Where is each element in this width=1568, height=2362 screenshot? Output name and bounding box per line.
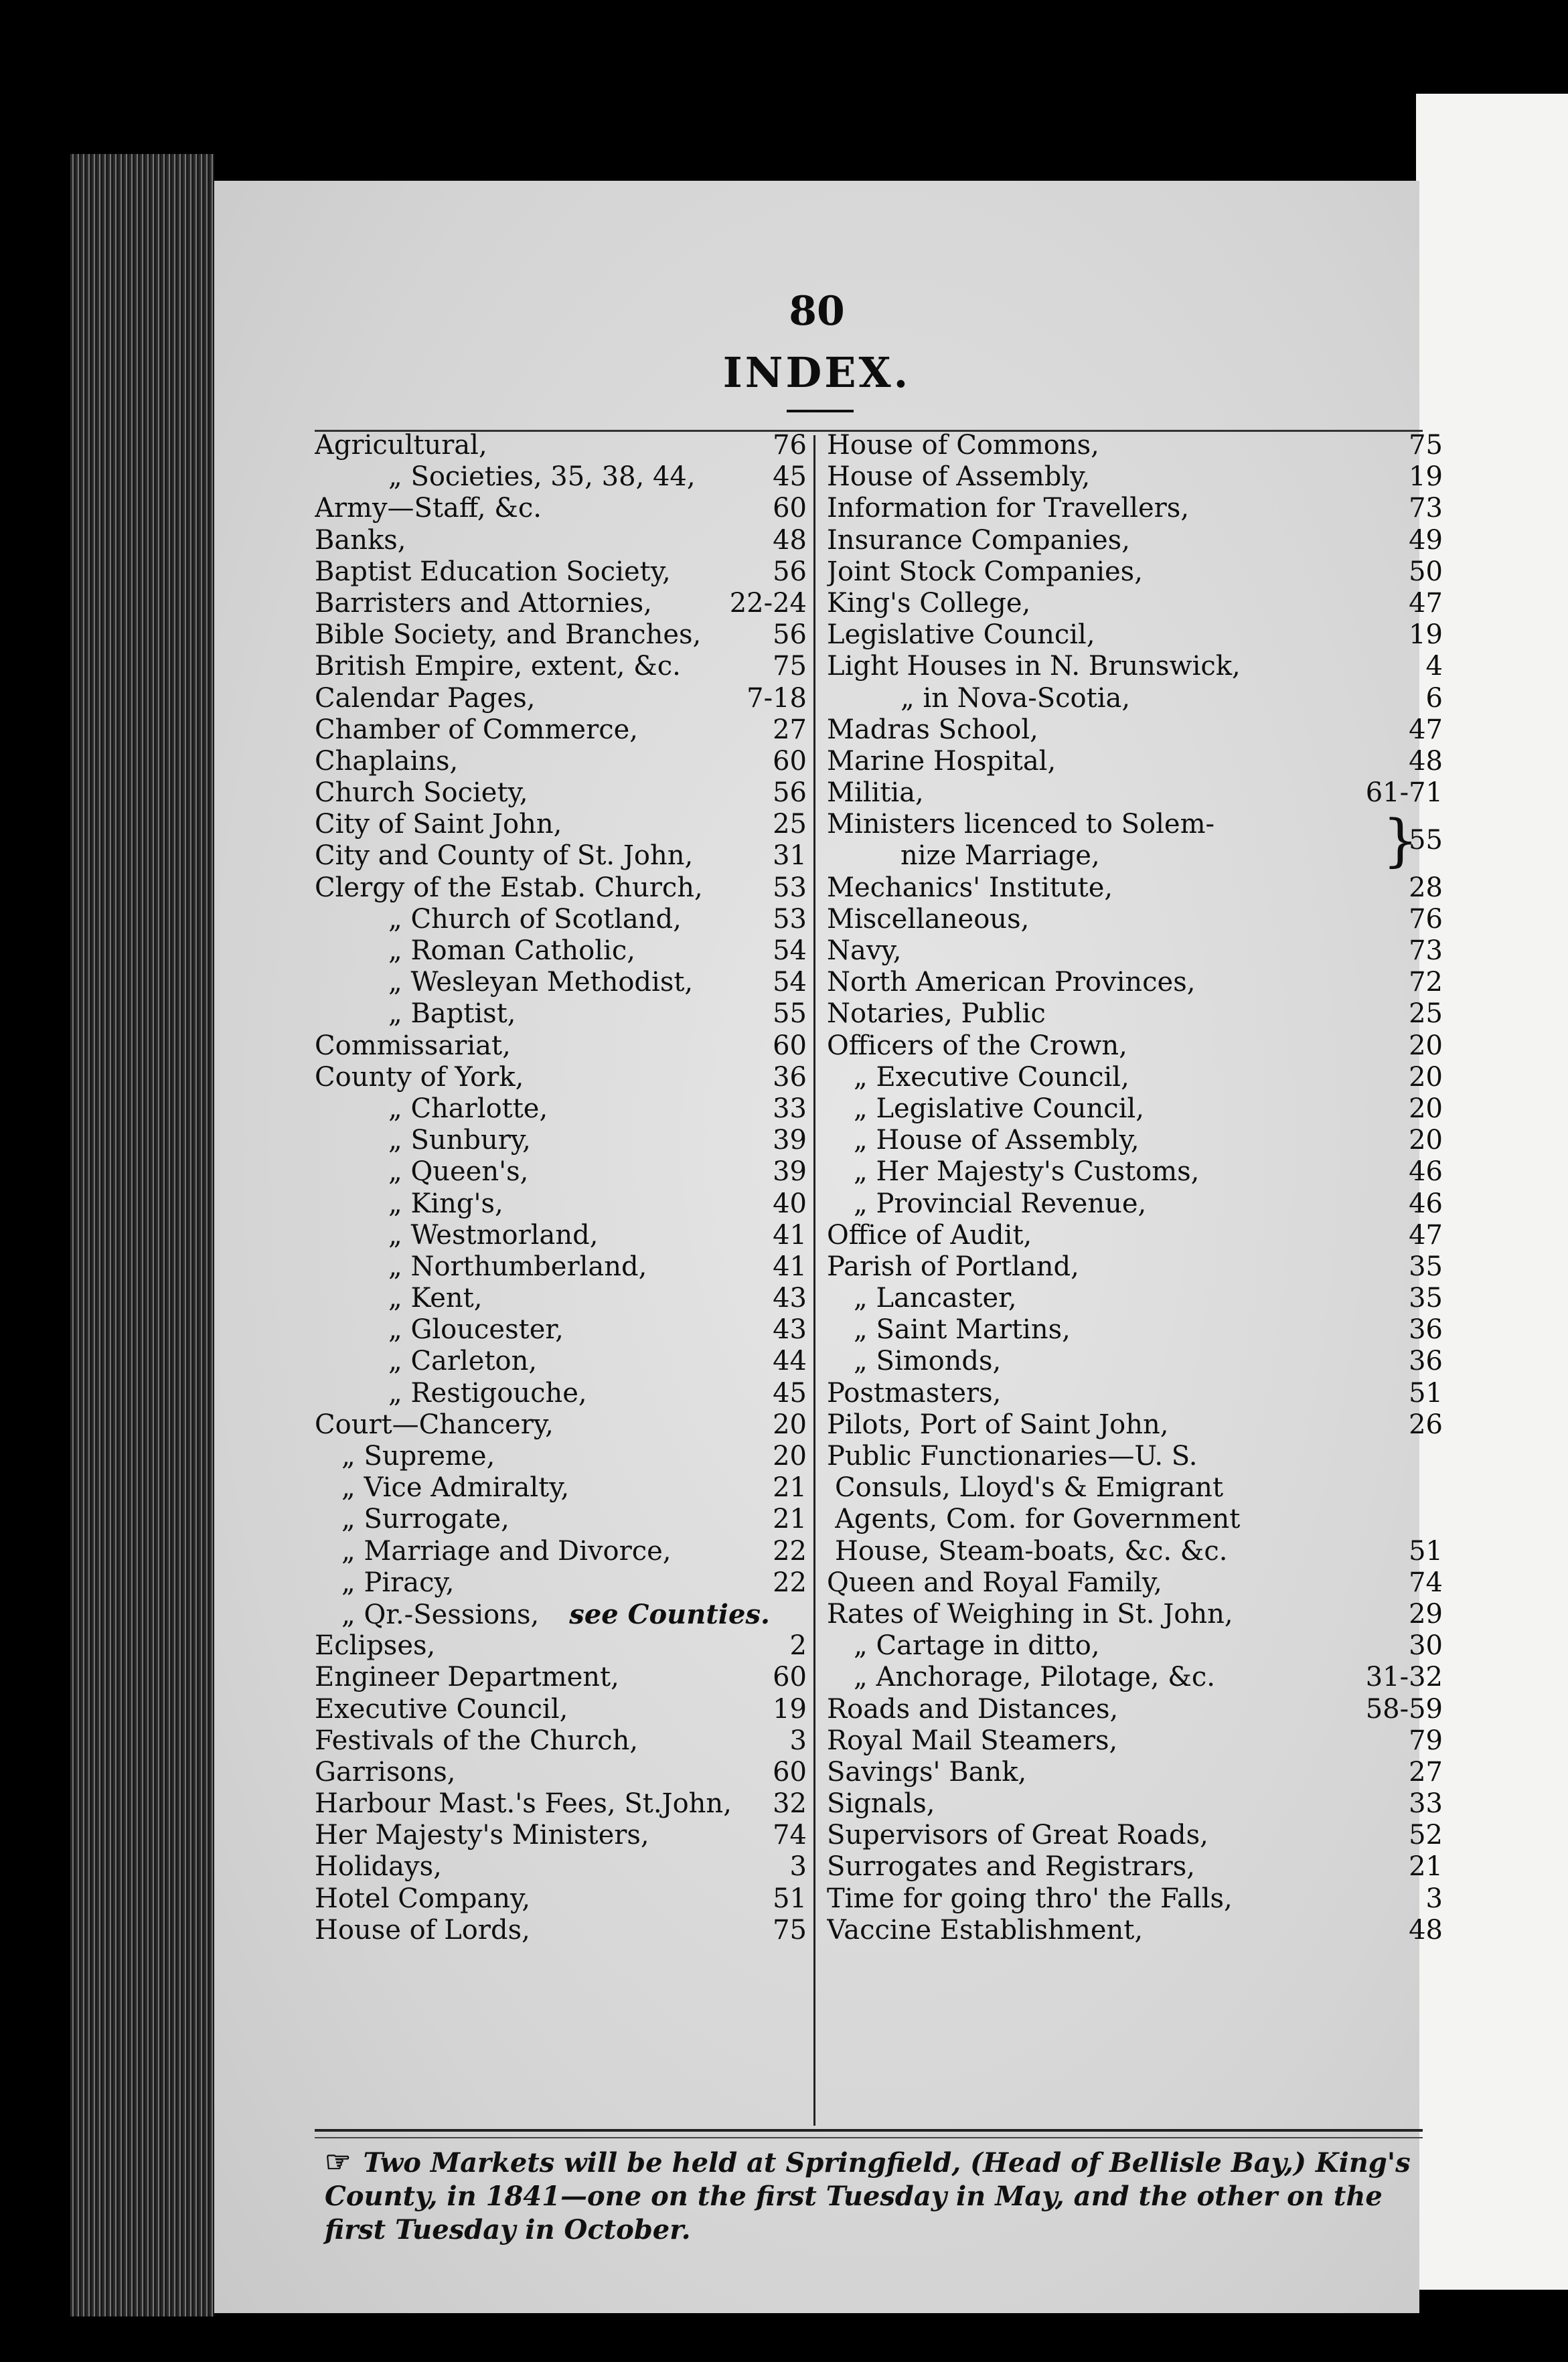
index-entry-label: Chamber of Commerce,	[315, 714, 638, 745]
index-entry-page: 19	[1409, 461, 1443, 493]
index-entry-page: 40	[773, 1188, 807, 1219]
index-entry-label: Consuls, Lloyd's & Emigrant	[835, 1472, 1224, 1504]
index-entry-label: Roads and Distances,	[827, 1693, 1119, 1725]
index-entry-label: „ Northumberland,	[388, 1251, 647, 1282]
index-entry-page: 28	[1409, 872, 1443, 903]
index-entry-label: Agents, Com. for Government	[835, 1504, 1241, 1535]
index-entry	[827, 1346, 1443, 1377]
index-entry-page: 39	[773, 1156, 807, 1188]
index-entry-label: „ Executive Council,	[854, 1061, 1129, 1093]
brace-glyph: }	[1383, 807, 1419, 874]
index-entry	[827, 714, 1443, 746]
index-entry	[315, 1504, 807, 1535]
index-entry	[315, 1441, 807, 1472]
index-entry-label: „ Piracy,	[341, 1567, 455, 1598]
index-entry-page: 41	[773, 1251, 807, 1282]
index-entry	[315, 935, 807, 967]
index-entry	[315, 525, 807, 556]
index-entry-page: 3	[789, 1851, 807, 1883]
index-entry	[315, 904, 807, 935]
index-entry-label: „ Lancaster,	[854, 1283, 1017, 1314]
index-entry-ministers	[827, 809, 1443, 872]
index-entry-page: 20	[773, 1409, 807, 1440]
index-entry-page: 54	[773, 967, 807, 998]
index-entry	[827, 525, 1443, 556]
index-entry	[827, 1504, 1443, 1535]
index-entry-page: 53	[773, 872, 807, 903]
index-entry	[315, 746, 807, 777]
index-entry	[315, 1851, 807, 1883]
index-entry-page: 60	[773, 745, 807, 777]
index-entry-label: Legislative Council,	[827, 619, 1095, 651]
index-entry-label: Signals,	[827, 1788, 935, 1820]
index-entry-label: Royal Mail Steamers,	[827, 1725, 1118, 1756]
index-entry-label: House of Commons,	[827, 430, 1099, 461]
index-entry	[315, 651, 807, 682]
index-entry	[827, 1788, 1443, 1820]
index-entry-page: 73	[1409, 493, 1443, 524]
index-entry	[827, 1062, 1443, 1093]
index-entry-page: 22-24	[729, 587, 807, 619]
index-entry-see: see Counties.	[569, 1598, 770, 1630]
index-entry	[827, 1851, 1443, 1883]
index-entry-page: 21	[773, 1472, 807, 1504]
index-entry	[315, 1472, 807, 1504]
index-entry	[827, 1757, 1443, 1788]
index-entry-label: Engineer Department,	[315, 1662, 619, 1693]
index-entry-label: Harbour Mast.'s Fees, St.John,	[315, 1788, 732, 1820]
index-entry-page: 61-71	[1365, 777, 1443, 809]
index-entry-page: 56	[773, 556, 807, 587]
index-entry-page: 20	[1409, 1093, 1443, 1124]
index-entry-page: 48	[1409, 745, 1443, 777]
index-entry-label: „ Restigouche,	[388, 1377, 587, 1409]
index-entry-page: 51	[1409, 1535, 1443, 1567]
index-entry-page: 31-32	[1365, 1662, 1443, 1693]
index-entry-page: 19	[773, 1693, 807, 1725]
index-entry	[827, 1441, 1443, 1472]
index-entry-page: 36	[1409, 1314, 1443, 1346]
index-entry-label: „ King's,	[388, 1188, 503, 1219]
index-entry	[315, 1251, 807, 1283]
index-entry	[827, 1188, 1443, 1220]
index-entry	[315, 1915, 807, 1946]
footnote	[325, 2146, 1423, 2247]
index-entry-label: Notaries, Public	[827, 998, 1046, 1030]
index-entry-page: 31	[773, 840, 807, 872]
index-entry-label: Pilots, Port of Saint John,	[827, 1409, 1169, 1440]
index-entry-page: 29	[1409, 1598, 1443, 1630]
index-entry-page: 2	[789, 1630, 807, 1662]
book-page-edges	[70, 154, 214, 2316]
index-entry-label: Vaccine Establishment,	[827, 1914, 1144, 1946]
index-entry-label: „ Qr.-Sessions,	[341, 1599, 540, 1630]
index-entry-page: 46	[1409, 1188, 1443, 1219]
index-entry	[827, 1567, 1443, 1599]
index-entry	[315, 493, 807, 524]
title-rule	[787, 410, 854, 412]
index-entry-label: Baptist Education Society,	[315, 556, 671, 587]
book-page	[214, 181, 1443, 2313]
index-entry-page: 20	[773, 1441, 807, 1472]
index-entry-page: 60	[773, 1030, 807, 1061]
index-entry-page: 27	[1409, 1756, 1443, 1788]
index-entry-label: Savings' Bank,	[827, 1756, 1027, 1788]
index-entry	[827, 588, 1443, 619]
index-entry-page: 50	[1409, 556, 1443, 587]
index-entry-label: City of Saint John,	[315, 809, 562, 840]
index-entry	[827, 493, 1443, 524]
index-entry	[827, 1409, 1443, 1441]
index-entry	[315, 1725, 807, 1757]
index-entry-page: 33	[1409, 1788, 1443, 1820]
index-entry-page: 35	[1409, 1283, 1443, 1314]
index-entry-page: 79	[1409, 1725, 1443, 1756]
index-entry	[315, 461, 807, 493]
index-entry-label: Banks,	[315, 524, 406, 556]
index-entry-label: „ Roman Catholic,	[388, 935, 635, 966]
index-entry-label: House of Assembly,	[827, 461, 1091, 493]
index-entry-page: 27	[773, 714, 807, 745]
index-entry-page: 47	[1409, 714, 1443, 745]
index-entry	[315, 998, 807, 1030]
index-entry-page: 19	[1409, 619, 1443, 651]
index-entry	[827, 904, 1443, 935]
index-entry-label: House of Lords,	[315, 1914, 530, 1946]
index-entry-page: 33	[773, 1093, 807, 1124]
index-entry-label: Supervisors of Great Roads,	[827, 1820, 1208, 1851]
index-entry-label: „ Anchorage, Pilotage, &c.	[854, 1662, 1215, 1693]
index-entry	[315, 1220, 807, 1251]
index-entry-label: Ministers licenced to Solem-	[827, 809, 1215, 840]
index-entry-page: 75	[1409, 430, 1443, 461]
index-entry-label: „ Supreme,	[341, 1441, 495, 1472]
page-title: INDEX.	[722, 348, 911, 397]
index-entry-label: „ Saint Martins,	[854, 1314, 1071, 1346]
index-entry	[315, 1788, 807, 1820]
index-entry	[827, 1472, 1443, 1504]
index-entry-label: „ Wesleyan Methodist,	[388, 967, 694, 998]
index-entry-page: 46	[1409, 1156, 1443, 1188]
index-entry-label: Mechanics' Institute,	[827, 872, 1113, 903]
index-entry	[315, 1757, 807, 1788]
index-entry-page: 3	[1425, 1883, 1443, 1914]
bottom-rule-thin	[315, 2137, 1423, 2138]
index-entry-page: 43	[773, 1283, 807, 1314]
index-entry	[315, 1378, 807, 1409]
index-entry	[827, 619, 1443, 651]
column-divider	[813, 435, 815, 2126]
index-entry-page: 20	[1409, 1125, 1443, 1156]
bottom-rule	[315, 2129, 1423, 2132]
index-entry-label: Queen and Royal Family,	[827, 1567, 1162, 1598]
index-entry-page: 73	[1409, 935, 1443, 967]
index-entry-page: 54	[773, 935, 807, 966]
index-entry-page: 22	[773, 1535, 807, 1567]
index-entry-page: 55	[1409, 825, 1443, 856]
index-entry-page: 51	[773, 1883, 807, 1914]
index-entry-page: 60	[773, 1662, 807, 1693]
index-entry-label: „ Church of Scotland,	[388, 903, 682, 935]
index-entry	[827, 1725, 1443, 1757]
index-entry-page: 48	[773, 524, 807, 556]
index-entry	[827, 1536, 1443, 1567]
index-entry	[827, 1251, 1443, 1283]
index-entry-label: „ Westmorland,	[388, 1219, 599, 1251]
index-entry-page: 26	[1409, 1409, 1443, 1440]
index-entry	[315, 1062, 807, 1093]
index-entry-page: 4	[1425, 651, 1443, 682]
index-entry-label: Officers of the Crown,	[827, 1030, 1127, 1061]
index-entry-page: 75	[773, 1914, 807, 1946]
index-entry-label: „ Provincial Revenue,	[854, 1188, 1147, 1219]
index-entry	[315, 1346, 807, 1377]
index-entry	[827, 1314, 1443, 1346]
index-entry-label: Marine Hospital,	[827, 745, 1056, 777]
index-entry-page: 44	[773, 1346, 807, 1377]
index-entry-label: Church Society,	[315, 777, 528, 809]
index-entry-page: 74	[773, 1820, 807, 1851]
index-entry	[315, 1125, 807, 1156]
index-entry-page: 21	[773, 1504, 807, 1535]
index-entry-label: „ Simonds,	[854, 1346, 1002, 1377]
index-entry-label: „ in Nova-Scotia,	[900, 682, 1131, 714]
index-entry-label: „ Gloucester,	[388, 1314, 564, 1346]
index-entry	[827, 1820, 1443, 1851]
index-entry	[827, 651, 1443, 682]
index-entry-page: 36	[1409, 1346, 1443, 1377]
index-entry-label: Light Houses in N. Brunswick,	[827, 651, 1241, 682]
index-entry-page: 20	[1409, 1061, 1443, 1093]
index-entry-label: „ Marriage and Divorce,	[341, 1535, 672, 1567]
index-entry	[827, 1283, 1443, 1314]
index-entry-label: „ Baptist,	[388, 998, 516, 1030]
index-entry-page: 74	[1409, 1567, 1443, 1598]
index-entry	[827, 556, 1443, 588]
index-entry-label: Miscellaneous,	[827, 903, 1030, 935]
index-entry	[827, 746, 1443, 777]
index-entry-page: 30	[1409, 1630, 1443, 1662]
pointing-hand-icon: ☞	[325, 2145, 351, 2179]
index-entry-page: 53	[773, 903, 807, 935]
index-entry	[827, 777, 1443, 809]
index-entry-page: 76	[1409, 903, 1443, 935]
index-entry-label: County of York,	[315, 1061, 524, 1093]
index-entry-page: 45	[773, 461, 807, 493]
index-entry-label: British Empire, extent, &c.	[315, 651, 681, 682]
index-entry-page: 49	[1409, 524, 1443, 556]
index-entry-label: Holidays,	[315, 1851, 442, 1883]
index-entry	[315, 683, 807, 714]
index-entry-label: Time for going thro' the Falls,	[827, 1883, 1233, 1914]
index-entry-page: 51	[1409, 1377, 1443, 1409]
index-entry-label: Court—Chancery,	[315, 1409, 554, 1440]
index-entry	[315, 1283, 807, 1314]
index-entry	[827, 1694, 1443, 1725]
index-entry-label: King's College,	[827, 587, 1031, 619]
index-entry-label: Public Functionaries—U. S.	[827, 1441, 1198, 1472]
index-entry-label: Navy,	[827, 935, 902, 967]
index-entry-page: 6	[1425, 682, 1443, 714]
index-entry-page: 36	[773, 1061, 807, 1093]
index-entry-label: „ Kent,	[388, 1283, 483, 1314]
index-entry-page: 60	[773, 493, 807, 524]
index-entry	[315, 809, 807, 840]
index-entry	[827, 1630, 1443, 1662]
index-entry-label: „ Surrogate,	[341, 1504, 509, 1535]
index-entry	[827, 1156, 1443, 1188]
index-entry-label: „ Vice Admiralty,	[341, 1472, 570, 1504]
index-entry	[315, 619, 807, 651]
index-entry	[315, 1093, 807, 1125]
index-entry-page: 75	[773, 651, 807, 682]
index-entry-page: 21	[1409, 1851, 1443, 1883]
index-entry	[827, 1915, 1443, 1946]
index-entry-label: Hotel Company,	[315, 1883, 531, 1914]
index-entry-label: Chaplains,	[315, 745, 459, 777]
index-entry	[315, 1662, 807, 1693]
index-entry	[315, 840, 807, 872]
index-entry	[315, 1409, 807, 1441]
index-entry	[827, 1883, 1443, 1915]
index-entry-page: 35	[1409, 1251, 1443, 1282]
index-entry-label: Barristers and Attornies,	[315, 587, 652, 619]
index-entry	[827, 872, 1443, 904]
index-entry	[315, 1314, 807, 1346]
index-entry-page: 25	[1409, 998, 1443, 1030]
footnote-text: Two Markets will be held at Springfield, (Head of Bellisle Bay,) King's County, in 1841—one on the first Tuesday in May, and the other on the first Tuesday in October.	[325, 2147, 1411, 2246]
index-entry-page: 48	[1409, 1914, 1443, 1946]
index-entry-label: Madras School,	[827, 714, 1038, 745]
index-entry-page: 25	[773, 809, 807, 840]
index-entry-label: „ Carleton,	[388, 1346, 538, 1377]
index-entry	[315, 1030, 807, 1062]
index-entry	[315, 1599, 807, 1630]
index-entry	[827, 935, 1443, 967]
index-entry-page: 41	[773, 1219, 807, 1251]
index-entry	[827, 461, 1443, 493]
index-entry-label: City and County of St. John,	[315, 840, 694, 872]
index-entry	[827, 1599, 1443, 1630]
index-entry	[315, 1188, 807, 1220]
index-entry-page: 58-59	[1365, 1693, 1443, 1725]
index-entry-label: „ Her Majesty's Customs,	[854, 1156, 1200, 1188]
index-entry-label: Army—Staff, &c.	[315, 493, 542, 524]
index-entry-label: Insurance Companies,	[827, 524, 1130, 556]
index-entry	[315, 1820, 807, 1851]
index-entry-label: „ Societies, 35, 38, 44,	[388, 461, 696, 493]
index-entry-page: 47	[1409, 1219, 1443, 1251]
index-entry-page: 43	[773, 1314, 807, 1346]
index-entry-label: nize Marriage,	[900, 840, 1100, 872]
index-entry-page: 7-18	[747, 682, 807, 714]
index-entry	[315, 556, 807, 588]
index-entry-label: Festivals of the Church,	[315, 1725, 639, 1756]
index-entry-label: „ Legislative Council,	[854, 1093, 1145, 1124]
index-entry-label: „ Queen's,	[388, 1156, 529, 1188]
index-entry-page: 39	[773, 1125, 807, 1156]
index-entry	[827, 683, 1443, 714]
index-entry-label: Clergy of the Estab. Church,	[315, 872, 703, 903]
index-entry-label: Garrisons,	[315, 1756, 456, 1788]
index-entry	[315, 430, 807, 461]
index-entry	[315, 1567, 807, 1599]
page-number: 80	[789, 288, 845, 335]
index-entry	[315, 1630, 807, 1662]
index-entry	[827, 1030, 1443, 1062]
index-entry-label: Calendar Pages,	[315, 682, 536, 714]
index-entry-page: 22	[773, 1567, 807, 1598]
index-entry-label: Commissariat,	[315, 1030, 511, 1061]
index-entry	[315, 1156, 807, 1188]
index-entry-label: House, Steam-boats, &c. &c.	[835, 1535, 1228, 1567]
index-entry-label: Executive Council,	[315, 1693, 568, 1725]
index-entry	[827, 998, 1443, 1030]
index-entry-label: North American Provinces,	[827, 967, 1196, 998]
index-entry	[827, 1093, 1443, 1125]
index-entry	[315, 714, 807, 746]
index-entry	[827, 1220, 1443, 1251]
index-entry	[827, 1662, 1443, 1693]
index-entry-page: 56	[773, 777, 807, 809]
index-entry	[827, 1378, 1443, 1409]
index-entry-label: Eclipses,	[315, 1630, 436, 1662]
index-entry	[315, 777, 807, 809]
index-entry-page: 60	[773, 1756, 807, 1788]
index-entry-page: 32	[773, 1788, 807, 1820]
index-entry-label: „ Sunbury,	[388, 1125, 531, 1156]
index-entry-label: Rates of Weighing in St. John,	[827, 1598, 1233, 1630]
index-entry	[827, 967, 1443, 998]
index-entry-page: 20	[1409, 1030, 1443, 1061]
index-entry-label: Parish of Portland,	[827, 1251, 1079, 1282]
index-right-column	[827, 430, 1443, 1946]
index-entry-page: 72	[1409, 967, 1443, 998]
index-entry-page: 55	[773, 998, 807, 1030]
index-entry-label: „ Cartage in ditto,	[854, 1630, 1100, 1662]
index-entry	[315, 967, 807, 998]
index-entry	[315, 872, 807, 904]
index-entry-label: Postmasters,	[827, 1377, 1002, 1409]
index-entry-label: Bible Society, and Branches,	[315, 619, 702, 651]
index-entry-label: Her Majesty's Ministers,	[315, 1820, 649, 1851]
index-entry-page: 76	[773, 430, 807, 461]
index-entry-label: Office of Audit,	[827, 1219, 1032, 1251]
index-entry	[827, 430, 1443, 461]
index-entry	[315, 1883, 807, 1915]
index-entry	[315, 588, 807, 619]
index-entry-label: Militia,	[827, 777, 924, 809]
index-entry-label: Agricultural,	[315, 430, 487, 461]
index-entry-label: Surrogates and Registrars,	[827, 1851, 1195, 1883]
index-entry	[315, 1536, 807, 1567]
index-entry-page: 47	[1409, 587, 1443, 619]
index-entry-label: „ House of Assembly,	[854, 1125, 1140, 1156]
index-entry-page: 56	[773, 619, 807, 651]
index-entry	[315, 1694, 807, 1725]
index-entry-label: Joint Stock Companies,	[827, 556, 1143, 587]
index-entry	[827, 1125, 1443, 1156]
index-entry-page: 45	[773, 1377, 807, 1409]
index-entry-label: „ Charlotte,	[388, 1093, 548, 1124]
index-left-column	[315, 430, 807, 1946]
index-entry-page: 3	[789, 1725, 807, 1756]
index-entry-page: 52	[1409, 1820, 1443, 1851]
index-entry-label: Information for Travellers,	[827, 493, 1190, 524]
